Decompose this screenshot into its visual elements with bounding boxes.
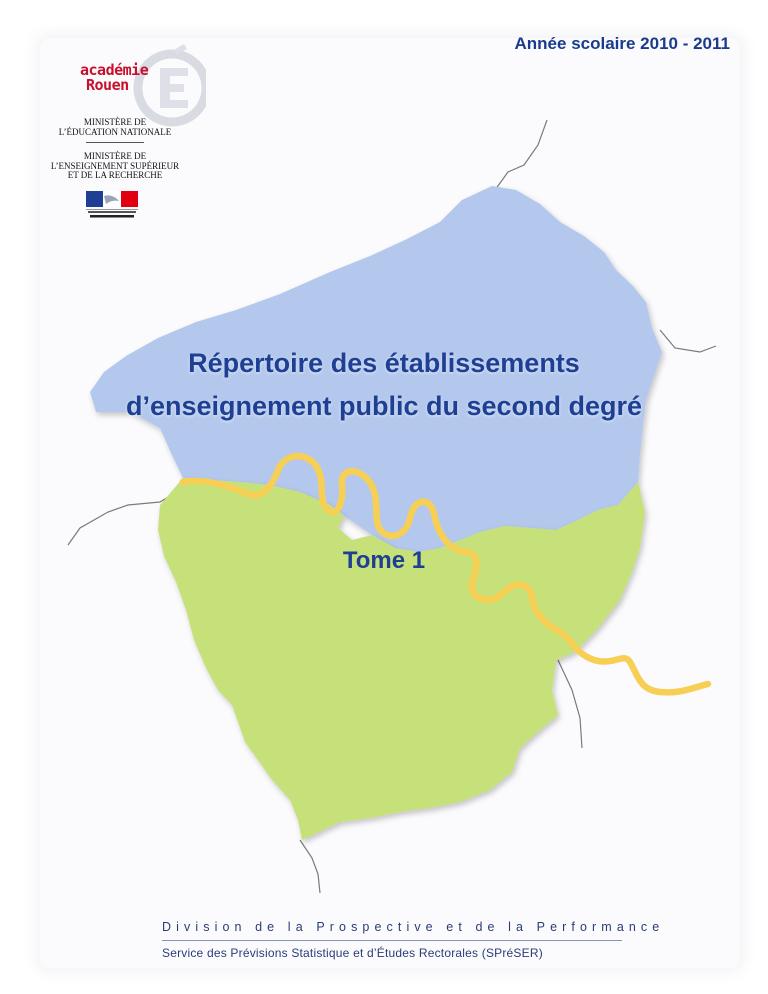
service-name: Service des Prévisions Statistique et d’Études Rectorales (SPréSER) bbox=[162, 946, 543, 960]
school-year: Année scolaire 2010 - 2011 bbox=[514, 34, 730, 53]
ministry-higher-line3: ET DE LA RECHERCHE bbox=[67, 170, 163, 180]
academie-logo-block bbox=[36, 36, 196, 236]
ministry-higher-line2: L’ENSEIGNEMENT SUPÉRIEUR bbox=[50, 160, 180, 171]
ministry-education-line1: MINISTÈRE DE bbox=[83, 117, 147, 127]
ministry-higher-education bbox=[36, 152, 194, 181]
ministry-education-line2: L’ÉDUCATION NATIONALE bbox=[58, 126, 172, 137]
cover-title bbox=[0, 342, 768, 428]
footer-divider bbox=[162, 940, 622, 941]
rouen-label: Rouen bbox=[86, 76, 129, 94]
cover-title-line2: d’enseignement public du second degré bbox=[125, 391, 643, 421]
academie-label: académie bbox=[80, 61, 149, 79]
volume-label: Tome 1 bbox=[342, 547, 426, 574]
division-name: Division de la Prospective et de la Performance bbox=[162, 920, 665, 934]
academie-wordmark bbox=[80, 63, 148, 93]
cover-title-line1: Répertoire des établissements bbox=[188, 348, 580, 378]
ministry-higher-line1: MINISTÈRE DE bbox=[83, 151, 147, 161]
ministry-divider bbox=[86, 142, 144, 143]
ministry-education bbox=[36, 118, 194, 137]
republique-francaise-logo-icon bbox=[86, 191, 138, 219]
